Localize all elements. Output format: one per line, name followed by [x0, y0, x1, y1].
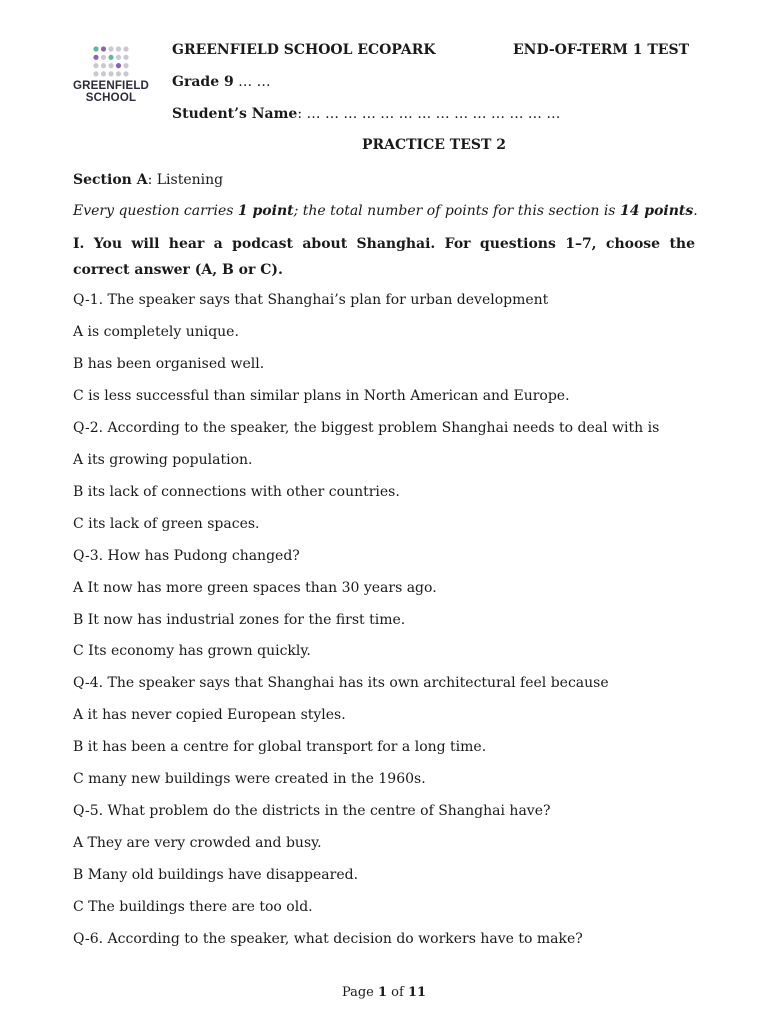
section-heading — [73, 172, 223, 188]
section-label: Section A — [73, 172, 148, 188]
footer-page-word: Page — [341, 985, 378, 1000]
grade-dots: … … — [233, 74, 271, 90]
page-footer — [0, 985, 768, 1000]
answer-option: A its growing population. — [73, 451, 253, 468]
task-instruction: I. You will hear a podcast about Shanghai. For questions 1–7, choose the correct answer (A, B or C). — [73, 236, 695, 278]
question-stem: Q-6. According to the speaker, what decision do workers have to make? — [73, 931, 583, 947]
answer-option: B has been organised well. — [73, 355, 265, 372]
answer-option: B it has been a centre for global transport for a long time. — [73, 739, 487, 756]
grade-label: Grade 9 — [172, 74, 234, 90]
points-per-question: 1 point — [237, 203, 294, 219]
logo-text — [66, 80, 156, 104]
points-note-text: ; the total number of points for this section is — [293, 203, 620, 219]
answer-option: C its lack of green spaces. — [73, 515, 260, 532]
answer-option: C Its economy has grown quickly. — [73, 643, 311, 660]
question-stem: Q-5. What problem do the districts in the centre of Shanghai have? — [73, 803, 551, 820]
test-name: END-OF-TERM 1 TEST — [513, 42, 690, 58]
footer-of-word: of — [387, 985, 408, 1000]
logo-dot-grid-icon — [93, 46, 129, 78]
page-title: PRACTICE TEST 2 — [361, 137, 507, 153]
total-page-count: 11 — [407, 985, 427, 1000]
answer-option: A It now has more green spaces than 30 years ago. — [73, 579, 437, 596]
school-logo — [66, 34, 156, 120]
student-name-dots: : … … … … … … … … … … … … … … — [297, 106, 561, 122]
question-stem: Q-2. According to the speaker, the biggest problem Shanghai needs to deal with is — [73, 419, 660, 436]
points-note-text: . — [693, 203, 698, 219]
answer-option: A They are very crowded and busy. — [73, 835, 322, 852]
current-page-number: 1 — [378, 985, 388, 1000]
question-stem: Q-3. How has Pudong changed? — [73, 547, 300, 564]
answer-option: B its lack of connections with other countries. — [73, 483, 400, 500]
answer-option: A it has never copied European styles. — [73, 707, 346, 724]
points-total: 14 points — [619, 203, 694, 219]
question-stem: Q-4. The speaker says that Shanghai has its own architectural feel because — [73, 675, 609, 692]
question-stem: Q-1. The speaker says that Shanghai’s plan for urban development — [73, 292, 549, 308]
answer-option: A is completely unique. — [73, 323, 239, 340]
answer-option: B It now has industrial zones for the first time. — [73, 611, 406, 628]
answer-option: C is less successful than similar plans in North American and Europe. — [73, 387, 570, 404]
logo-line-2: SCHOOL — [85, 92, 137, 104]
answer-option: C many new buildings were created in the 1960s. — [73, 771, 426, 788]
points-note-text: Every question carries — [73, 203, 238, 219]
answer-option: B Many old buildings have disappeared. — [73, 867, 359, 884]
logo-line-1: GREENFIELD — [72, 80, 150, 92]
grade-field — [172, 74, 271, 90]
answer-option: C The buildings there are too old. — [73, 899, 313, 916]
school-name: GREENFIELD SCHOOL ECOPARK — [172, 42, 436, 58]
points-note — [73, 203, 698, 219]
student-name-field — [172, 106, 560, 122]
section-name: : Listening — [147, 172, 224, 188]
student-name-label: Student’s Name — [172, 106, 298, 122]
